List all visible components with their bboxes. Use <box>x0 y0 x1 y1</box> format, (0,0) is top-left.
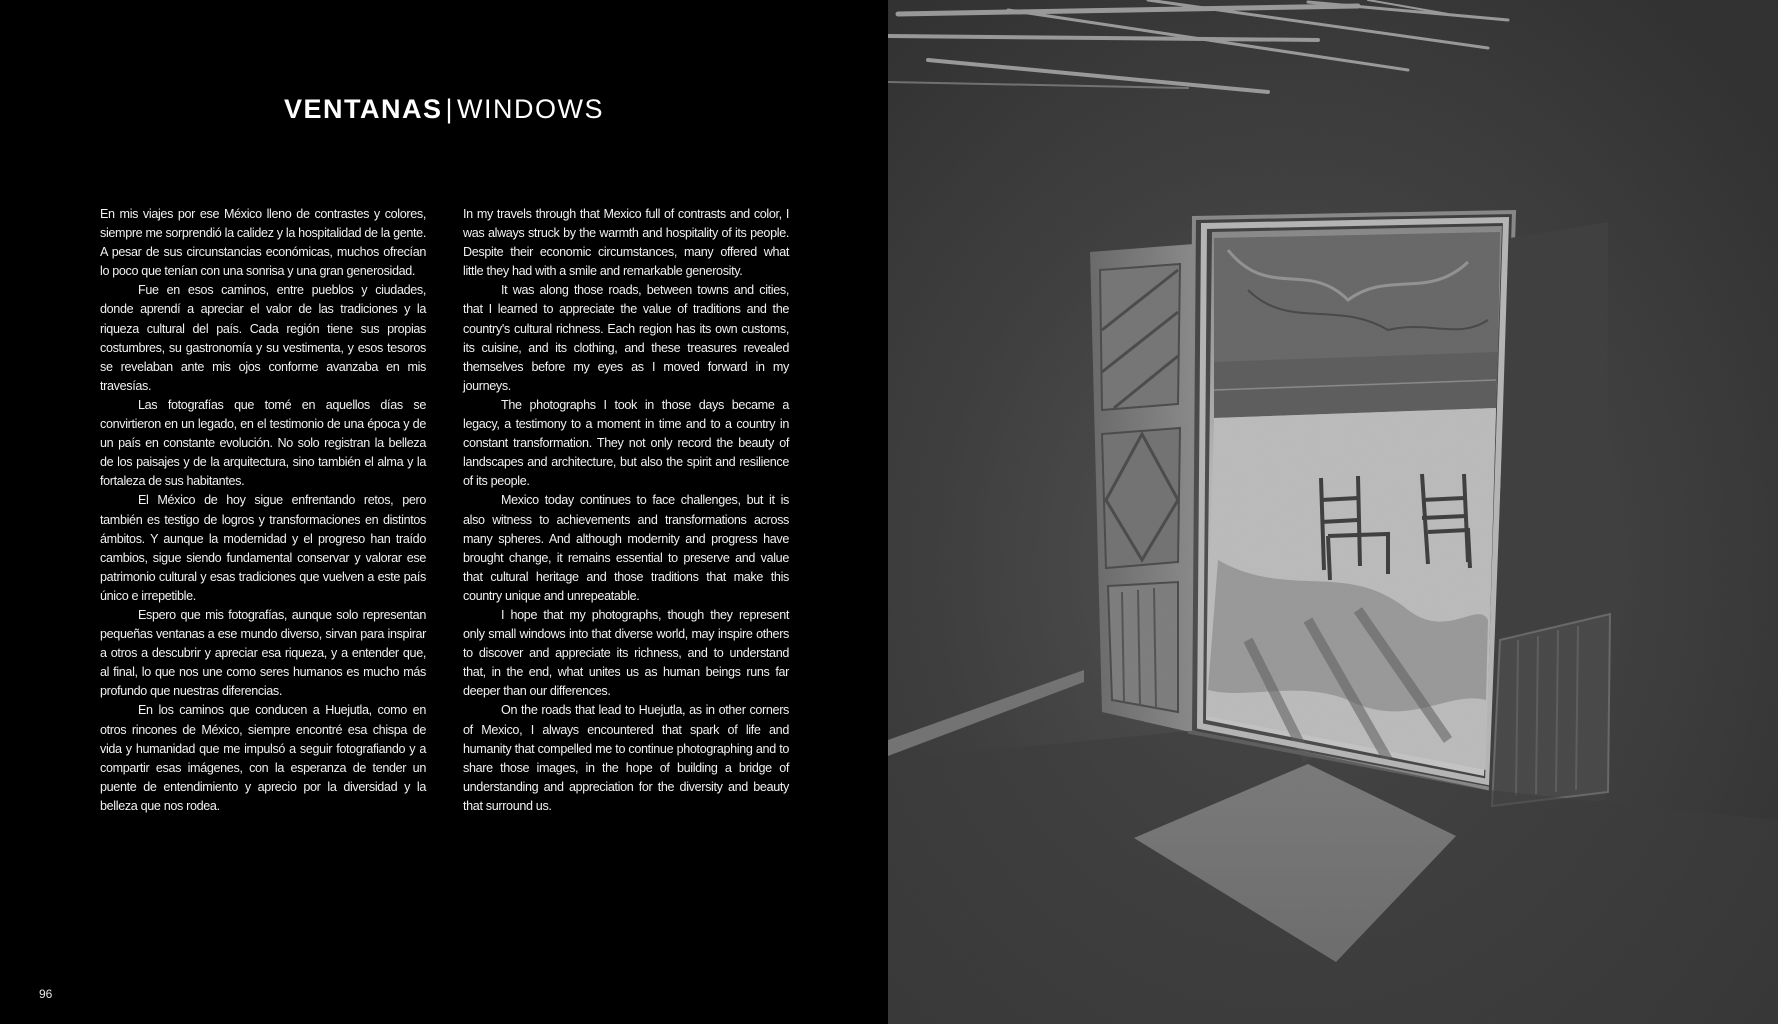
spanish-paragraph: En mis viajes por ese México lleno de contrastes y colores, siempre me sorprendió la calidez y la hospitalidad de la gente. A pesar de sus circunstancias económicas, muchos ofrecían lo poco que tenían con una sonrisa y una gran generosidad. <box>100 207 426 279</box>
english-paragraph: On the roads that lead to Huejutla, as in other corners of Mexico, I always encountered that spark of life and humanity that compelled me to continue photographing and to share those images, in the hope of building a bridge of understanding and appreciation for the diversity and beauty that surround us. <box>463 703 789 813</box>
title-spanish: VENTANAS <box>283 94 443 124</box>
english-paragraph: I hope that my photographs, though they represent only small windows into that diverse world, may inspire others to discover and appreciate its richness, and to understand that, in the end, what unites us as human beings runs far deeper than our differences. <box>463 607 789 699</box>
english-paragraph: It was along those roads, between towns and cities, that I learned to appreciate the value of traditions and the country's cultural richness. Each region has its own customs, its cuisine, and its clothing, and these treasures revealed themselves before my eyes as I moved forward in my journeys. <box>463 283 789 393</box>
spanish-paragraph: En los caminos que conducen a Huejutla, como en otros rincones de México, siempre encontré esa chispa de vida y humanidad que me impulsó a seguir fotografiando y a compartir esas imágenes, con la esperanza de tender un puente de entendimiento y aprecio por la diversidad y la belleza que nos rodea. <box>100 703 426 813</box>
page-number: 96 <box>39 987 53 1001</box>
spanish-paragraph: Las fotografías que tomé en aquellos días se convirtieron en un legado, en el testimonio de una época y de un país en constante evolución. No solo registran la belleza de los paisajes y de la arquitectura, sino también el alma y la fortaleza de sus habitantes. <box>100 397 426 489</box>
english-paragraph: In my travels through that Mexico full of contrasts and color, I was always struck by the warmth and hospitality of its people. Despite their economic circumstances, many offered what little they had with a smile and remarkable generosity. <box>463 207 789 279</box>
page-title <box>0 94 888 125</box>
title-english: WINDOWS <box>457 94 604 124</box>
title-separator: | <box>445 94 455 124</box>
text-page <box>0 0 888 1024</box>
english-paragraph: Mexico today continues to face challenges, but it is also witness to achievements and transformations across many spheres. And although modernity and progress have brought change, it remains essential to preserve and value that cultural heritage and those traditions that make this country unique and unrepeatable. <box>463 493 789 603</box>
spanish-paragraph: Espero que mis fotografías, aunque solo representan pequeñas ventanas a ese mundo diverso, sirvan para inspirar a otros a descubrir y apreciar esa riqueza, y a entender que, al final, lo que nos une como seres humanos es mucho más profundo que nuestras diferencias. <box>100 607 426 699</box>
spanish-paragraph: El México de hoy sigue enfrentando retos, pero también es testigo de logros y transformaciones en distintos ámbitos. Y aunque la modernidad y el progreso han traído cambios, sigue siendo fundamental conservar y valorar ese patrimonio cultural y esas tradiciones que vuelven a este país único e irrepetible. <box>100 493 426 603</box>
spanish-paragraph: Fue en esos caminos, entre pueblos y ciudades, donde aprendí a apreciar el valor de las tradiciones y la riqueza cultural del país. Cada región tiene sus propias costumbres, su gastronomía y su vestimenta, y esos tesoros se revelaban ante mis ojos conforme avanzaba en mis travesías. <box>100 283 426 393</box>
english-text-column <box>463 205 789 816</box>
doorway-photograph <box>888 0 1778 1024</box>
photo-page <box>888 0 1778 1024</box>
spanish-text-column <box>100 205 426 816</box>
english-paragraph: The photographs I took in those days became a legacy, a testimony to a moment in time and to a country in constant transformation. They not only record the beauty of landscapes and architecture, but also the spirit and resilience of its people. <box>463 397 789 489</box>
